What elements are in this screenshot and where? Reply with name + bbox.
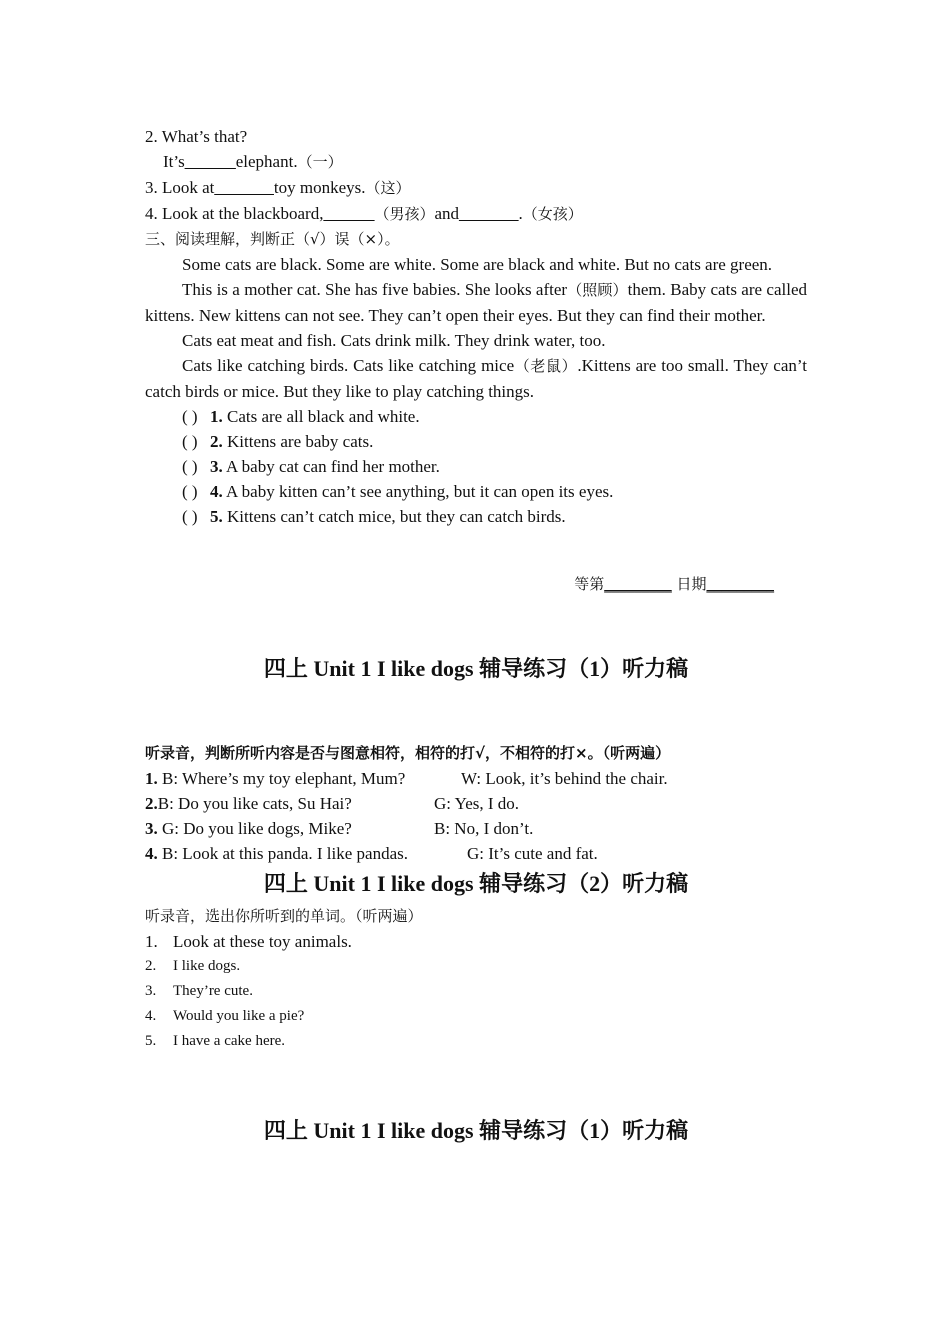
judge-item-3: ( ) 3. A baby cat can find her mother. — [145, 454, 807, 479]
answer-parenthesis[interactable]: ( ) — [182, 457, 198, 476]
section-title-1: 四上 Unit 1 I like dogs 辅导练习（1）听力稿 — [263, 656, 689, 681]
document-page — [145, 124, 807, 1146]
grade-date-line: 等第_________ 日期_________ — [574, 575, 774, 593]
answer-blank[interactable]: _______ — [214, 178, 274, 197]
passage-paragraph-3: Cats eat meat and fish. Cats drink milk. They drink water, too. — [182, 331, 606, 350]
answer-parenthesis[interactable]: ( ) — [182, 482, 198, 501]
word-list — [145, 929, 807, 1054]
passage-paragraph-2: This is a mother cat. She has five babies. She looks after（照顾）them. Baby cats are called kittens. New kittens can not see. They can’t open their eyes. But they can find their mother. — [145, 280, 807, 325]
answer-parenthesis[interactable]: ( ) — [182, 432, 198, 451]
grade-blank[interactable]: _________ — [604, 575, 672, 593]
listening-instruction-1: 听录音，判断所听内容是否与图意相符，相符的打√，不相符的打×。（听两遍） — [145, 744, 671, 762]
listening-instruction-2: 听录音，选出你所听到的单词。（听两遍） — [145, 907, 423, 925]
judge-item-4: ( ) 4. A baby kitten can’t see anything, but it can open its eyes. — [145, 479, 807, 504]
section-3-heading: 三、阅读理解，判断正（√）误（×）。 — [145, 230, 400, 248]
fill-question-3: 3. Look at_______toy monkeys.（这） — [145, 178, 411, 197]
judge-item-5: ( ) 5. Kittens can’t catch mice, but they can catch birds. — [145, 504, 807, 529]
section-title-2: 四上 Unit 1 I like dogs 辅导练习（2）听力稿 — [263, 871, 689, 896]
section-title-3: 四上 Unit 1 I like dogs 辅导练习（1）听力稿 — [263, 1118, 689, 1143]
dialogue-4: 4. B: Look at this panda. I like pandas. G: It’s cute and fat. — [145, 844, 598, 863]
answer-parenthesis[interactable]: ( ) — [182, 407, 198, 426]
answer-blank[interactable]: ______ — [184, 152, 236, 171]
answer-blank[interactable]: ______ — [323, 204, 375, 223]
dialogue-3: 3. G: Do you like dogs, Mike? B: No, I don’t. — [145, 819, 534, 838]
judge-item-1: ( ) 1. Cats are all black and white. — [145, 404, 807, 429]
date-blank[interactable]: _________ — [706, 575, 774, 593]
list-item: 4. Would you like a pie? — [145, 1008, 305, 1024]
list-item: 5. I have a cake here. — [145, 1033, 286, 1049]
fill-question-4: 4. Look at the blackboard,______（男孩）and_______.（女孩） — [145, 204, 583, 223]
list-item: 2. I like dogs. — [145, 958, 241, 974]
passage-paragraph-1: Some cats are black. Some are white. Some are black and white. But no cats are green. — [182, 255, 773, 274]
dialogue-1: 1. B: Where’s my toy elephant, Mum? W: Look, it’s behind the chair. — [145, 769, 668, 788]
dialogue-list — [145, 766, 807, 866]
dialogue-2: 2.B: Do you like cats, Su Hai? G: Yes, I do. — [145, 794, 520, 813]
answer-parenthesis[interactable]: ( ) — [182, 507, 198, 526]
fill-answer-2: It’s______elephant.（一） — [163, 152, 343, 171]
passage-paragraph-4: Cats like catching birds. Cats like catching mice（老鼠）.Kittens are too small. They can’t catch birds or mice. But they like to play catching things. — [145, 356, 807, 401]
list-item: 3. They’re cute. — [145, 983, 253, 999]
judge-item-2: ( ) 2. Kittens are baby cats. — [145, 429, 807, 454]
fill-question-2: 2. What’s that? — [145, 127, 248, 146]
judge-list — [145, 404, 807, 529]
answer-blank[interactable]: _______ — [459, 204, 519, 223]
list-item: 1. Look at these toy animals. — [145, 932, 352, 951]
